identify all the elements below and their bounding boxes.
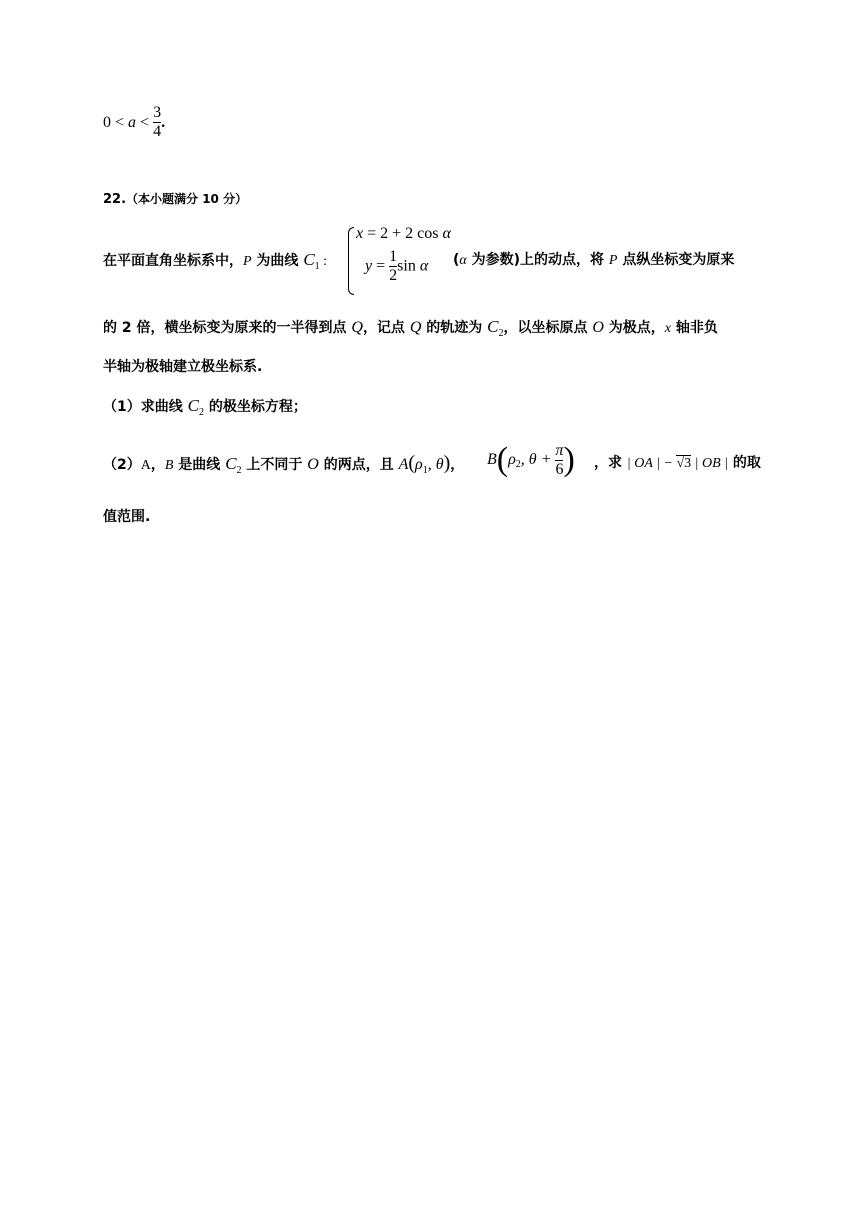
var-B: B [487, 451, 497, 468]
text-segment: 轴非负 [671, 320, 718, 336]
eq1-rest: = 2 + 2 cos [363, 225, 443, 242]
param-equation-x [356, 225, 451, 243]
text-segment: 是曲线 [173, 457, 226, 473]
sub-2: 2 [498, 328, 504, 339]
q1-label: （1） [103, 399, 141, 415]
eq2-y: y [365, 257, 373, 275]
var-rho: ρ [415, 456, 423, 473]
point-B-expression [487, 440, 575, 480]
sub-question-1 [103, 396, 307, 419]
var-P: P [243, 254, 252, 269]
sub-2: 2 [198, 407, 204, 418]
text-segment: ， [150, 457, 165, 473]
var-O: O [307, 456, 319, 473]
var-theta: , θ [427, 456, 444, 473]
ineq-op: < [136, 114, 154, 131]
text-segment: 的取 [727, 455, 761, 471]
pi: π [555, 441, 564, 459]
text-segment: ，记点 [362, 320, 410, 336]
var-rho: ρ [508, 451, 516, 468]
sub-question-2-line-2: 值范围. [103, 509, 151, 525]
problem-line-2 [103, 317, 718, 340]
text-segment: 的两点，且 [318, 457, 399, 473]
var-theta: , θ + [520, 451, 556, 468]
problem-line-1-right [453, 250, 734, 271]
var-B: B [164, 458, 174, 473]
text-segment: ，求 [594, 455, 627, 471]
text-segment: 的 2 倍，横坐标变为原来的一半得到点 [103, 320, 352, 336]
eq2-den: 2 [389, 267, 398, 284]
paren-close: ) [443, 452, 451, 474]
sub-2: 2 [515, 458, 521, 470]
six: 6 [555, 460, 564, 478]
big-paren-open: ( [496, 441, 509, 478]
paren: ( [453, 252, 460, 268]
score-note: （本小题满分 10 分） [126, 192, 248, 206]
problem-heading [103, 190, 247, 207]
param-equation-y [365, 248, 428, 285]
var-A: A [398, 456, 409, 473]
eq2-sin: sin [397, 257, 420, 275]
text-segment: ， [450, 457, 465, 473]
text-segment: 在平面直角坐标系中， [103, 253, 243, 269]
sqrt-radicand: 3 [684, 456, 692, 471]
sub-1: 1 [314, 261, 320, 272]
var-A: A [140, 458, 151, 473]
var-Q: Q [351, 319, 363, 336]
big-paren-close: ) [563, 441, 575, 478]
ineq-var: a [128, 114, 137, 131]
problem-line-3: 半轴为极轴建立极坐标系. [103, 359, 263, 375]
q2-label: （2） [103, 457, 141, 473]
eq2-num: 1 [389, 248, 398, 265]
text-segment: ，以坐标原点 [503, 320, 593, 336]
ineq-end: . [161, 114, 166, 131]
ineq-left: 0 < [103, 114, 129, 131]
text-segment: 为参数)上的动点，将 [466, 252, 609, 268]
eq2-fraction [389, 248, 397, 285]
abs-OB: | OB | [691, 456, 728, 471]
system-brace [348, 227, 354, 295]
frac-num: 3 [153, 104, 162, 121]
paren-open: ( [408, 452, 416, 474]
text-segment: 点纵坐标变为原来 [617, 252, 735, 268]
problem-line-1-left [103, 250, 327, 273]
fraction [153, 104, 161, 141]
eq1-alpha: α [442, 225, 451, 242]
frac-den: 4 [153, 123, 162, 140]
var-C1: C [303, 250, 315, 269]
eq1-x: x [356, 225, 364, 242]
var-Q: Q [409, 319, 422, 336]
text-segment: 为极点， [603, 320, 665, 336]
text-segment: 为曲线 [251, 253, 304, 269]
var-C2: C [187, 396, 199, 415]
text-segment: 的轨迹为 [421, 320, 488, 336]
eq2-eq: = [372, 257, 390, 275]
var-alpha: α [459, 253, 467, 268]
var-C2: C [225, 454, 237, 473]
problem-number: 22. [103, 192, 127, 207]
text-segment: 的极坐标方程； [203, 399, 307, 415]
sub-1: 1 [422, 465, 428, 476]
var-x: x [664, 321, 671, 336]
text-segment: 求曲线 [140, 399, 188, 415]
var-O: O [592, 319, 604, 336]
sqrt-3: √3 [676, 456, 692, 471]
sub-2: 2 [236, 465, 242, 476]
sub-question-2-tail [594, 453, 761, 474]
var-C2: C [487, 317, 499, 336]
abs-OA: | OA | − [626, 456, 677, 471]
prev-answer-inequality [103, 104, 165, 141]
sub-question-2 [103, 453, 464, 477]
eq2-alpha: α [419, 257, 429, 275]
text-segment: 上不同于 [241, 457, 308, 473]
colon: : [319, 254, 328, 269]
var-P: P [608, 253, 618, 268]
